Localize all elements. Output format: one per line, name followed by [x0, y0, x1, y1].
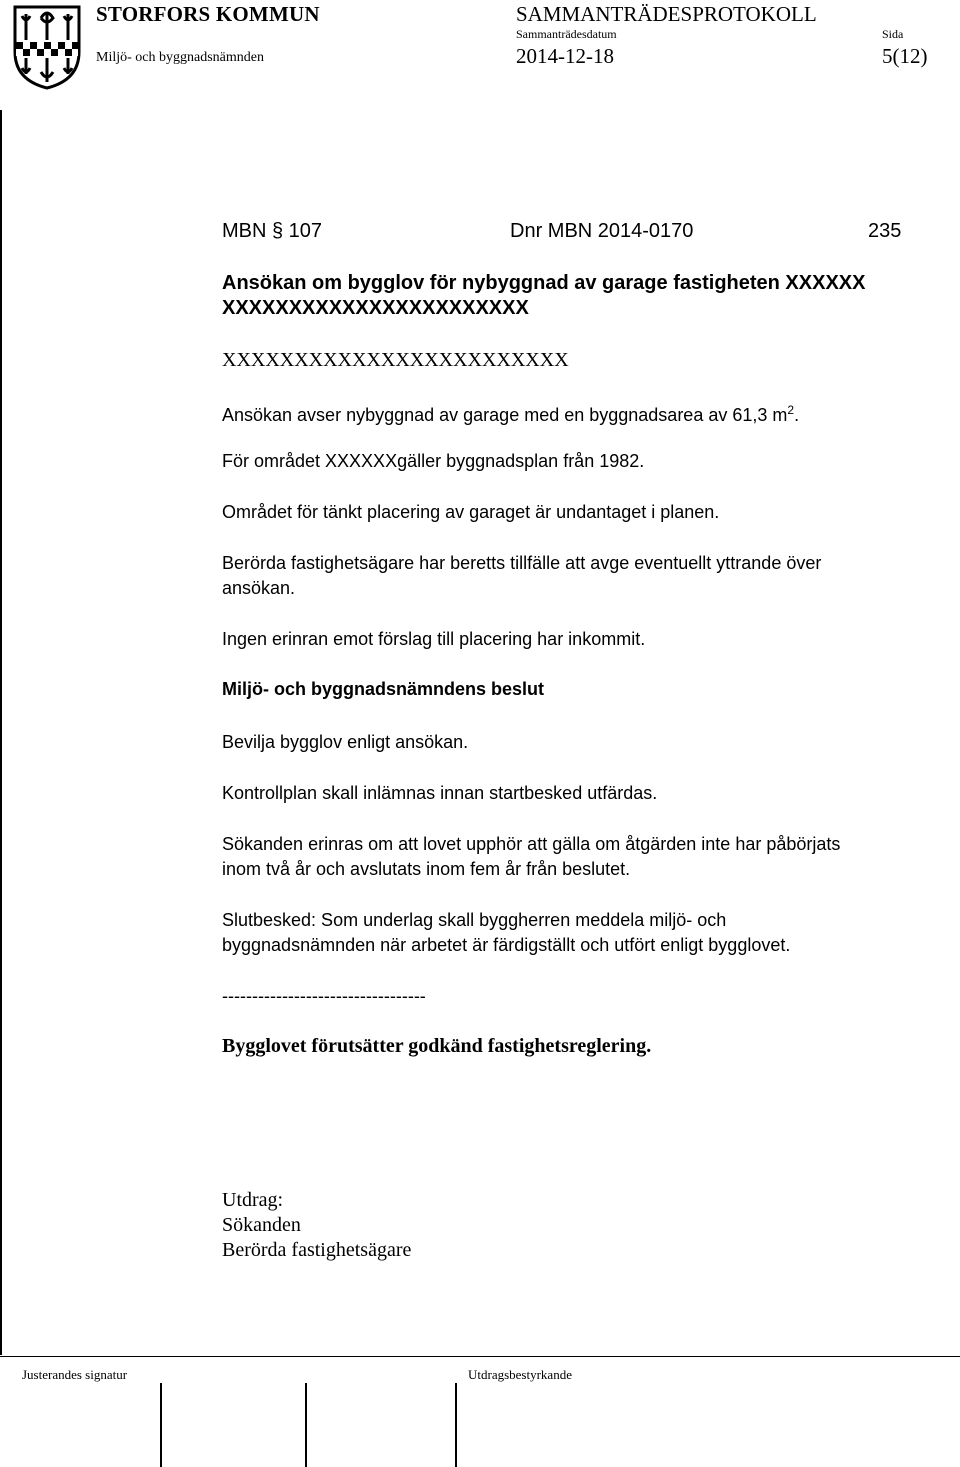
area-unit-superscript: 2 — [787, 403, 795, 417]
text-line: Sökanden erinras om att lovet upphör att gälla om åtgärden inte har påbörjats — [222, 834, 841, 854]
neighbor-consultation — [222, 551, 821, 601]
certified-label: Utdragsbestyrkande — [468, 1367, 572, 1382]
document-type: SAMMANTRÄDESPROTOKOLL — [516, 2, 817, 26]
application-text: Ansökan avser nybyggnad av garage med en byggnadsarea av 61,3 m — [222, 405, 788, 425]
text-line: Slutbesked: Som underlag skall byggherren meddela miljö- och — [222, 910, 727, 930]
application-end: . — [794, 405, 800, 425]
application-description — [222, 398, 799, 428]
signature-box-divider — [455, 1383, 457, 1467]
plan-statement: För området XXXXXXgäller byggnadsplan från 1982. — [222, 451, 645, 471]
validity-notice — [222, 832, 840, 882]
no-objection-statement: Ingen erinran emot förslag till placering har inkommit. — [222, 629, 646, 649]
permit-condition: Bygglovet förutsätter godkänd fastighetsreglering. — [222, 1035, 652, 1057]
meeting-date: 2014-12-18 — [516, 44, 614, 68]
text-line: byggnadsnämnden när arbetet är färdigställt och utfört enligt bygglovet. — [222, 935, 791, 955]
registration-number: Dnr MBN 2014-0170 — [510, 220, 694, 242]
page-number: 5(12) — [882, 44, 928, 68]
separator-line: ---------------------------------- — [222, 986, 426, 1006]
meeting-date-label: Sammanträdesdatum — [516, 27, 617, 41]
signature-box-divider — [305, 1383, 307, 1467]
extract-list — [222, 1188, 411, 1263]
decision-heading: Miljö- och byggnadsnämndens beslut — [222, 679, 545, 699]
case-title — [222, 271, 865, 321]
committee-name: Miljö- och byggnadsnämnden — [96, 50, 264, 65]
case-title-line: XXXXXXXXXXXXXXXXXXXXXXX — [222, 297, 529, 319]
extract-recipient: Berörda fastighetsägare — [222, 1239, 412, 1261]
control-plan-requirement: Kontrollplan skall inlämnas innan startbesked utfärdas. — [222, 783, 658, 803]
case-number: 235 — [868, 220, 902, 242]
text-line: ansökan. — [222, 578, 296, 598]
signature-label: Justerandes signatur — [22, 1367, 128, 1382]
property-address: XXXXXXXXXXXXXXXXXXXXXXXX — [222, 349, 569, 371]
text-line: inom två år och avslutats inom fem år från beslutet. — [222, 859, 631, 879]
municipality-crest-icon — [12, 4, 82, 90]
extract-recipient: Sökanden — [222, 1214, 301, 1236]
decision-grant: Bevilja bygglov enligt ansökan. — [222, 732, 469, 752]
final-notice — [222, 908, 790, 958]
extract-label: Utdrag: — [222, 1189, 284, 1211]
signature-box-divider — [160, 1383, 162, 1467]
page-label: Sida — [882, 27, 904, 41]
frame-bottom-line — [0, 1356, 960, 1357]
frame-left-line — [0, 110, 2, 1355]
plan-exemption: Området för tänkt placering av garaget är undantaget i planen. — [222, 502, 720, 522]
case-title-line: Ansökan om bygglov för nybyggnad av garage fastigheten XXXXXX — [222, 272, 866, 294]
paragraph-number: MBN § 107 — [222, 220, 323, 242]
municipality-name: STORFORS KOMMUN — [96, 2, 320, 26]
text-line: Berörda fastighetsägare har beretts tillfälle att avge eventuellt yttrande över — [222, 553, 822, 573]
